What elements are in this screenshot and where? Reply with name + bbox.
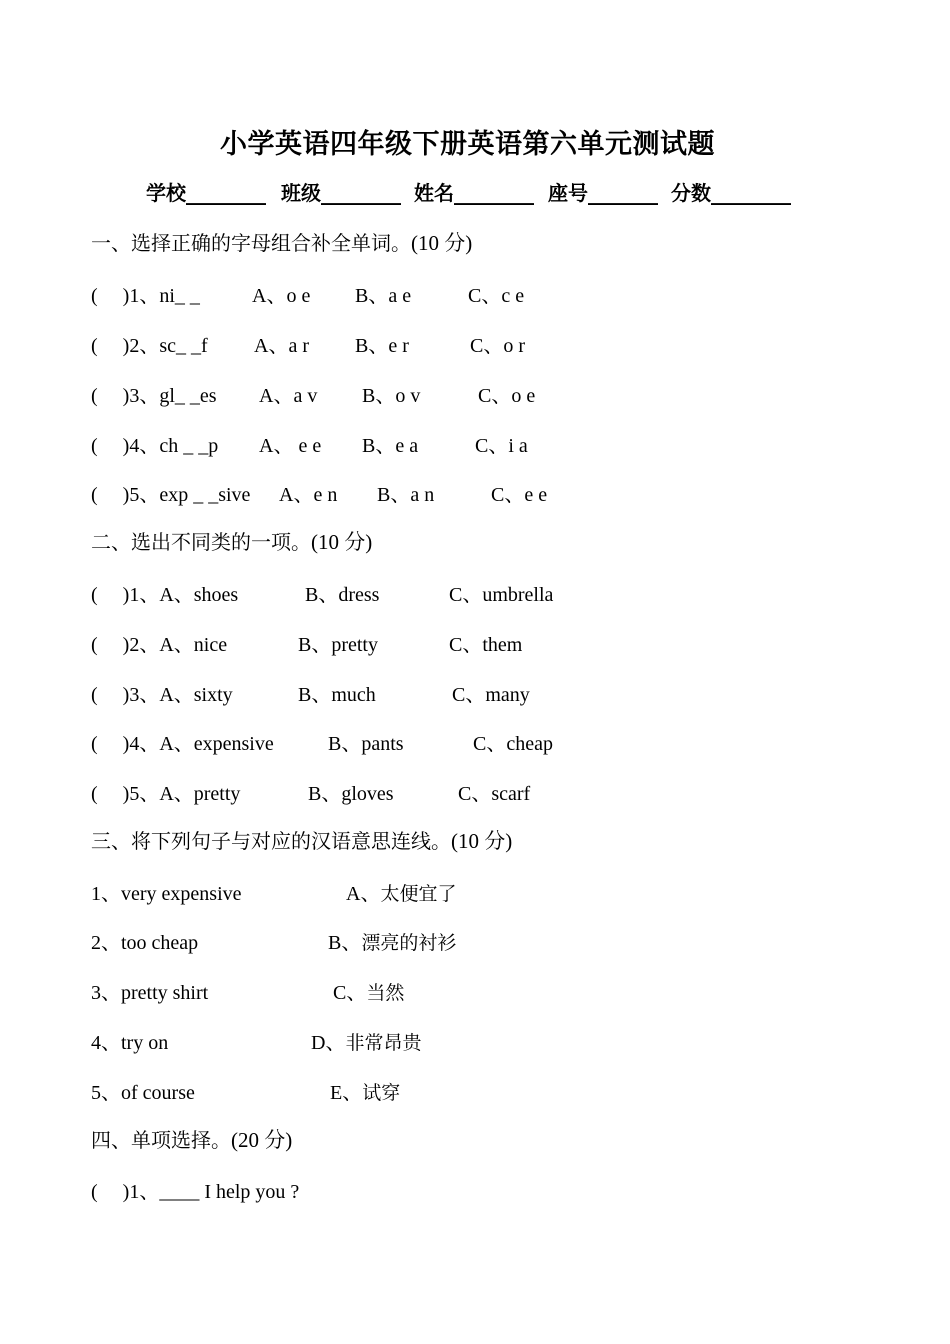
s2-q4: ( )4、A、expensive <box>91 733 274 755</box>
school-field[interactable]: 学校________ <box>146 181 266 205</box>
s3-item3-english: 3、pretty shirt <box>91 982 209 1004</box>
s1-q5: ( )5、exp _ _sive <box>91 484 251 506</box>
name-field[interactable]: 姓名________ <box>414 181 534 205</box>
s2-q1-option-b: B、dress <box>305 584 380 606</box>
s1-q5-option-b: B、a n <box>377 484 435 506</box>
s1-q3-option-c: C、o e <box>478 385 536 407</box>
s2-q3-option-b: B、much <box>298 684 376 706</box>
section3-heading: 三、将下列句子与对应的汉语意思连线。(10 分) <box>91 829 513 853</box>
s3-item2-chinese: B、漂亮的衬衫 <box>328 932 457 954</box>
page-title: 小学英语四年级下册英语第六单元测试题 <box>220 129 715 160</box>
section1-heading: 一、选择正确的字母组合补全单词。(10 分) <box>91 231 473 255</box>
s3-item4-english: 4、try on <box>91 1032 169 1054</box>
s1-q1-option-b: B、a e <box>355 285 412 307</box>
s1-q3-option-b: B、o v <box>362 385 421 407</box>
s1-q5-option-a: A、e n <box>279 484 338 506</box>
s2-q2-option-b: B、pretty <box>298 634 378 656</box>
seat-field[interactable]: 座号_______ <box>548 181 658 205</box>
s1-q2-option-a: A、a r <box>254 335 309 357</box>
s2-q2-option-c: C、them <box>449 634 523 656</box>
s2-q3-option-c: C、many <box>452 684 530 706</box>
section2-heading: 二、选出不同类的一项。(10 分) <box>91 530 373 554</box>
s2-q5: ( )5、A、pretty <box>91 783 241 805</box>
s1-q1: ( )1、ni_ _ <box>91 285 200 307</box>
s2-q1-option-c: C、umbrella <box>449 584 554 606</box>
s2-q4-option-c: C、cheap <box>473 733 553 755</box>
class-field[interactable]: 班级________ <box>281 181 401 205</box>
s2-q3: ( )3、A、sixty <box>91 684 233 706</box>
s1-q2-option-c: C、o r <box>470 335 525 357</box>
s3-item4-chinese: D、非常昂贵 <box>311 1032 422 1054</box>
s2-q2: ( )2、A、nice <box>91 634 228 656</box>
s1-q1-option-c: C、c e <box>468 285 525 307</box>
s1-q1-option-a: A、o e <box>252 285 311 307</box>
s1-q4-option-a: A、 e e <box>259 435 322 457</box>
s1-q5-option-c: C、e e <box>491 484 548 506</box>
s2-q4-option-b: B、pants <box>328 733 404 755</box>
s3-item1-chinese: A、太便宜了 <box>346 883 457 905</box>
s3-item3-chinese: C、当然 <box>333 982 405 1004</box>
s1-q2: ( )2、sc_ _f <box>91 335 208 357</box>
s1-q4-option-b: B、e a <box>362 435 419 457</box>
s3-item5-english: 5、of course <box>91 1082 195 1104</box>
s2-q5-option-c: C、scarf <box>458 783 531 805</box>
s3-item5-chinese: E、试穿 <box>330 1082 401 1104</box>
s2-q5-option-b: B、gloves <box>308 783 394 805</box>
s1-q3-option-a: A、a v <box>259 385 318 407</box>
s1-q4-option-c: C、i a <box>475 435 528 457</box>
s3-item1-english: 1、very expensive <box>91 883 242 905</box>
s3-item2-english: 2、too cheap <box>91 932 199 954</box>
s4-q1: ( )1、____ I help you ? <box>91 1181 300 1203</box>
score-field[interactable]: 分数________ <box>671 181 791 205</box>
section4-heading: 四、单项选择。(20 分) <box>91 1128 293 1152</box>
s1-q4: ( )4、ch _ _p <box>91 435 219 457</box>
s2-q1: ( )1、A、shoes <box>91 584 239 606</box>
s1-q2-option-b: B、e r <box>355 335 409 357</box>
s1-q3: ( )3、gl_ _es <box>91 385 217 407</box>
